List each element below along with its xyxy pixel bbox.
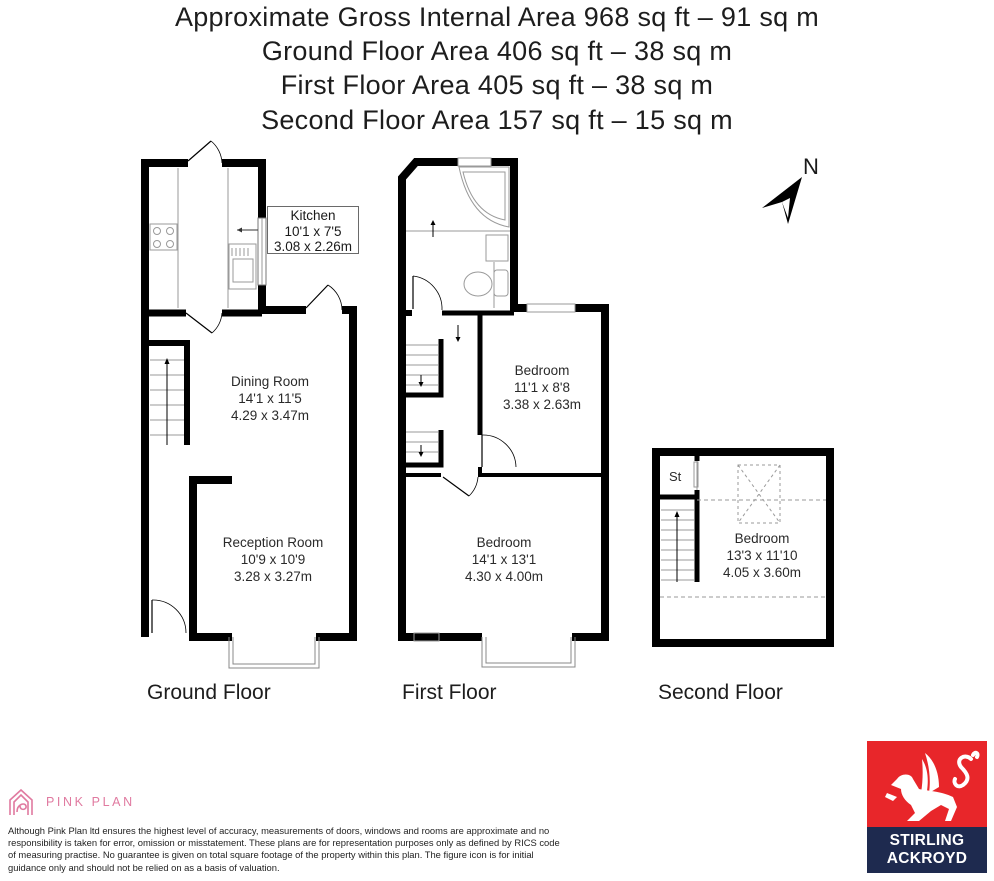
room-dimensions-metric: 3.08 x 2.26m xyxy=(273,239,353,254)
room-label-dining-room xyxy=(231,373,309,424)
room-dimensions-imperial: 10'1 x 7'5 xyxy=(284,223,342,239)
room-dimensions-metric: 3.28 x 3.27m xyxy=(233,569,313,584)
room-label-bedroom-rear xyxy=(503,362,581,413)
room-name: Bedroom xyxy=(514,363,570,378)
storage-label: St xyxy=(669,469,682,484)
pink-plan-logo xyxy=(8,788,135,816)
room-dimensions-metric: 4.30 x 4.00m xyxy=(464,569,544,584)
room-dimensions-imperial: 13'3 x 11'10 xyxy=(726,548,798,563)
room-name: Bedroom xyxy=(476,535,532,550)
room-label-kitchen xyxy=(267,206,359,254)
room-dimensions-metric: 3.38 x 2.63m xyxy=(502,397,582,412)
disclaimer-text: Although Pink Plan ltd ensures the highest level of accuracy, measurements of doors, windows and rooms are approximate and no responsibility is taken for error, omission or misstatement. These plans are for representation purposes only as defined by RICS code of measuring practise. No guarantee is given on total square footage of the property within this plan. The figure icon is for initial guidance only and should not be relied on as a basis of valuation. xyxy=(8,825,560,873)
floor-title-second: Second Floor xyxy=(658,681,783,704)
north-label: N xyxy=(803,154,819,179)
room-label-reception-room xyxy=(223,534,324,585)
house-leaf-icon xyxy=(8,788,34,816)
logo-navy-panel xyxy=(867,827,987,873)
room-dimensions-metric: 4.29 x 3.47m xyxy=(230,408,310,423)
room-dimensions-metric: 4.05 x 3.60m xyxy=(722,565,802,580)
pink-plan-brand-text: PINK PLAN xyxy=(46,795,135,809)
room-name: Dining Room xyxy=(230,374,310,389)
room-name: Reception Room xyxy=(222,535,324,550)
floor-title-ground: Ground Floor xyxy=(147,681,271,704)
logo-red-panel xyxy=(867,741,987,827)
room-dimensions-imperial: 10'9 x 10'9 xyxy=(240,552,306,567)
stirling-ackroyd-logo xyxy=(867,741,987,873)
room-label-bedroom-loft xyxy=(723,530,801,581)
room-dimensions-imperial: 11'1 x 8'8 xyxy=(514,380,570,395)
first-floor-area: First Floor Area 405 sq ft – 38 sq m xyxy=(280,70,714,100)
second-floor-area: Second Floor Area 157 sq ft – 15 sq m xyxy=(261,105,733,135)
ground-floor-area: Ground Floor Area 406 sq ft – 38 sq m xyxy=(261,36,733,66)
room-name: Kitchen xyxy=(290,208,336,223)
logo-line-2: ACKROYD xyxy=(886,850,968,867)
gross-area-heading: Approximate Gross Internal Area 968 sq ft – 91 sq m xyxy=(174,2,820,32)
griffin-icon xyxy=(867,741,987,827)
logo-line-1: STIRLING xyxy=(889,832,965,849)
room-dimensions-imperial: 14'1 x 13'1 xyxy=(471,552,537,567)
room-name: Bedroom xyxy=(734,531,790,546)
room-label-bedroom-front xyxy=(465,534,543,585)
floor-title-first: First Floor xyxy=(402,681,497,704)
room-dimensions-imperial: 14'1 x 11'5 xyxy=(238,391,302,406)
